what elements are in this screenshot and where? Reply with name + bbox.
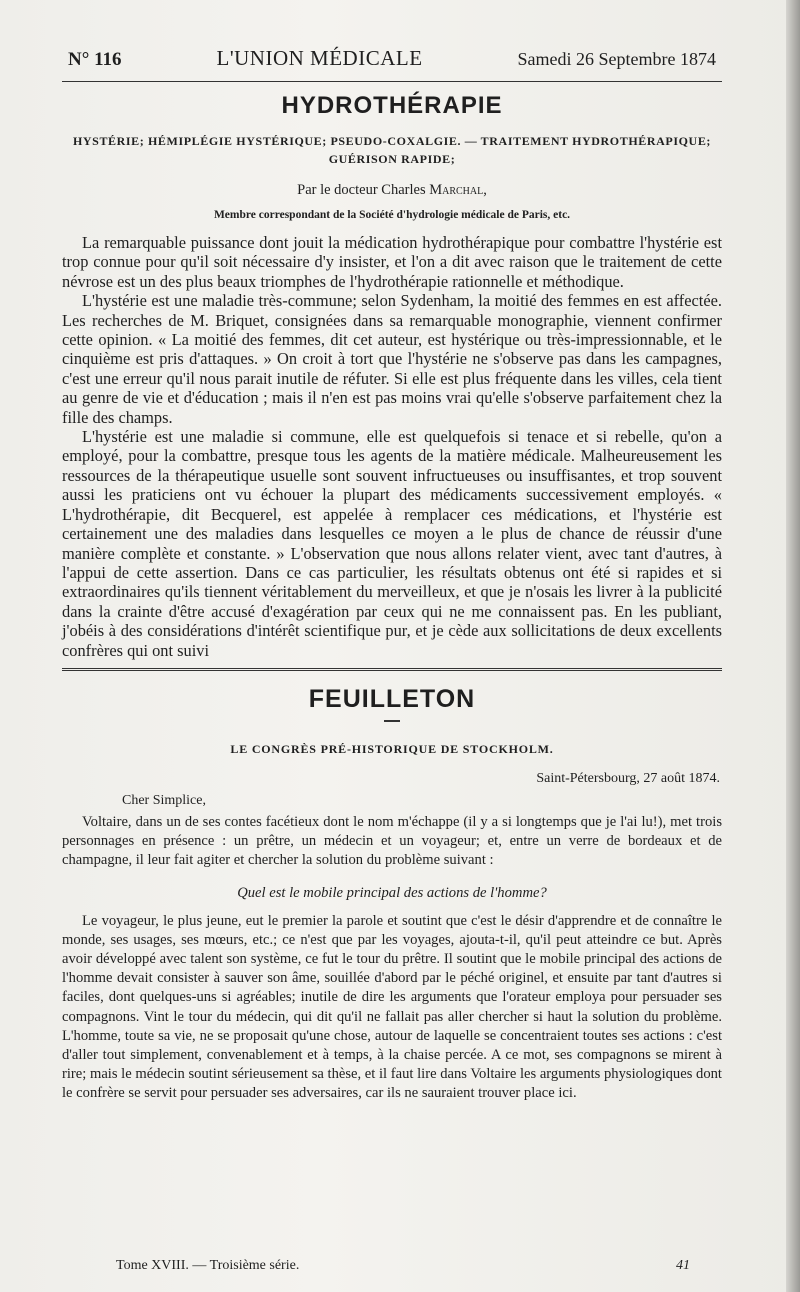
- page-number: 41: [676, 1258, 690, 1273]
- header-rule: [62, 81, 722, 82]
- article-subtitle: HYSTÉRIE; HÉMIPLÉGIE HYSTÉRIQUE; PSEUDO-COXALGIE. — TRAITEMENT HYDROTHÉRAPIQUE; GUÉRISON RAPIDE;: [72, 134, 712, 166]
- feuilleton-question: Quel est le mobile principal des actions de l'homme?: [237, 884, 547, 901]
- issue-date: Samedi 26 Septembre 1874: [517, 49, 716, 69]
- feuilleton-body-2: [62, 912, 722, 1104]
- paragraph: L'hystérie est une maladie si commune, elle est quelquefois si tenace et si rebelle, qu'on a employé, pour la combattre, presque tous les agents de la matière médicale. Malheureusement les ressources de la thérapeutique usuelle sont souvent infructueuses ou insuffisantes, et trop souvent aussi les praticiens ont vu échouer la plupart des médicaments successivement employés. « L'hydrothérapie, dit Becquerel, est appelée à remplacer ces médications, et l'hystérie est certainement une des maladies dans lesquelles ce moyen a le plus de chance de réussir d'une manière complète et constante. » L'observation que nous allons relater vient, avec tant d'autres, à l'appui de cette assertion. Dans ce cas particulier, les résultats obtenus ont été si rapides et si extraordinaires qu'ils tiennent véritablement du merveilleux, et que je n'osais les livrer à la publicité dans la crainte d'être accusé d'exagération par ceux qui ne me connaissent pas. En les publiant, j'obéis à des considérations d'intérêt scientifique pur, et je cède aux sollicitations de deux excellents confrères qui ont suivi: [62, 427, 722, 660]
- article-body: [62, 233, 722, 660]
- feuilleton-title: FEUILLETON: [308, 684, 476, 713]
- issue-number: N° 116: [68, 49, 122, 70]
- section-title: HYDROTHÉRAPIE: [281, 92, 503, 119]
- author-affiliation: Membre correspondant de la Société d'hydrologie médicale de Paris, etc.: [213, 209, 571, 221]
- paragraph: La remarquable puissance dont jouit la médication hydrothérapique pour combattre l'hystérie est trop connue pour qu'il soit nécessaire d'y insister, et l'on a dit avec raison que le traitement de cette névrose est un des plus beaux triomphes de l'hydrothérapie rationnelle et méthodique.: [62, 233, 722, 291]
- page-footer: [116, 1258, 690, 1274]
- page-header: [62, 46, 722, 71]
- title-dash: [384, 720, 400, 722]
- letter-place-date: Saint-Pétersbourg, 27 août 1874.: [536, 770, 720, 786]
- byline-prefix: Par le docteur Charles: [297, 182, 426, 198]
- letter-salutation: Cher Simplice,: [122, 792, 206, 808]
- feuilleton-body: [62, 813, 722, 871]
- journal-title: L'UNION MÉDICALE: [216, 46, 423, 70]
- byline: [62, 182, 722, 199]
- paragraph: Le voyageur, le plus jeune, eut le premier la parole et soutint que c'est le désir d'apprendre et de connaître le monde, ses usages, ses mœurs, etc.; ce n'est que par les voyages, ajouta-t-il, qu'il peut atteindre ce but. Après avoir développé avec talent son système, ce fut le tour du prêtre. Il soutint que le mobile principal des actions de l'homme devait consister à sauver son âme, souillée d'abord par le péché originel, et ensuite par tant d'autres si faciles, dont quelques-uns si agréables; inutile de dire les arguments que l'orateur employa pour persuader ses compagnons. Vint le tour du médecin, qui dit qu'il ne fallait pas aller chercher si haut la solution du problème. L'homme, toute sa vie, ne se proposait qu'une chose, autour de laquelle se concentraient toutes ses actions : c'est d'aller tout simplement, convenablement et à temps, à la chaise percée. A ce mot, ses compagnons se mirent à rire; mais le médecin soutint sérieusement sa thèse, et il faut lire dans Voltaire les arguments physiologiques dont le confrère se servit pour persuader ses adversaires, car ils ne sauraient trouver place ici.: [62, 912, 722, 1102]
- page-edge-shadow: [786, 0, 800, 1292]
- feuilleton-separator: [62, 668, 722, 671]
- feuilleton-subtitle: LE CONGRÈS PRÉ-HISTORIQUE DE STOCKHOLM.: [230, 741, 554, 756]
- volume-info: Tome XVIII. — Troisième série.: [116, 1258, 300, 1273]
- paragraph: L'hystérie est une maladie très-commune; selon Sydenham, la moitié des femmes en est affectée. Les recherches de M. Briquet, consignées dans sa remarquable monographie, viennent confirmer cette opinion. « La moitié des femmes, dit cet auteur, est hystérique ou très-impressionnable, et le cinquième est pris d'attaques. » On croit à tort que l'hystérie ne s'observe pas dans les campagnes, c'est une erreur qu'il nous parait inutile de réfuter. Si elle est plus fréquente dans les villes, cela tient au genre de vie et d'éducation ; mais il n'en est pas moins vrai qu'elle s'observe parfaitement chez la fille des champs.: [62, 291, 722, 427]
- author-name: Marchal,: [429, 182, 487, 198]
- paragraph: Voltaire, dans un de ses contes facétieux dont le nom m'échappe (il y a si longtemps que je l'ai lu!), met trois personnages en présence : un prêtre, un médecin et un voyageur; et, entre un verre de bordeaux et de champagne, il leur fait agiter et chercher la solution du problème suivant :: [62, 813, 722, 869]
